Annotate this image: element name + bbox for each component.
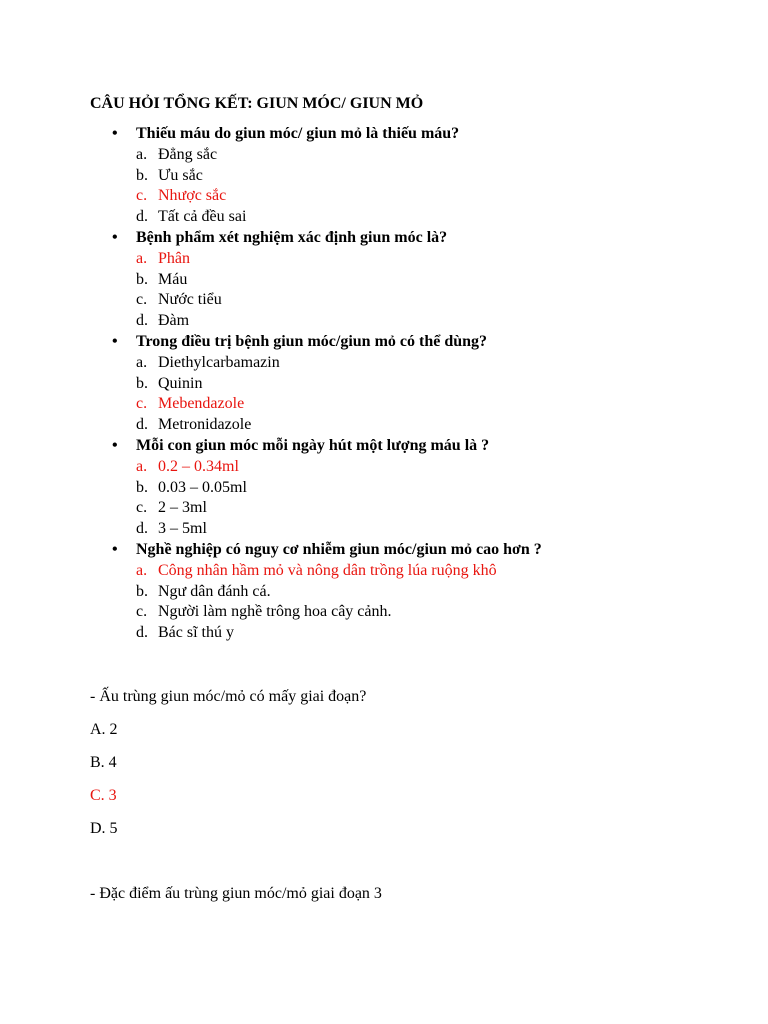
bullet-icon: • <box>112 228 118 246</box>
q4-option-b <box>90 478 542 499</box>
option-letter: a. <box>136 457 148 475</box>
option-letter: b. <box>136 478 148 496</box>
question-text: Thiếu máu do giun móc/ giun mỏ là thiếu máu? <box>136 125 460 142</box>
question-text: Bệnh phẩm xét nghiệm xác định giun móc là? <box>136 228 448 246</box>
bullet-icon: • <box>112 332 118 350</box>
extra-option-a: A. 2 <box>90 721 118 738</box>
question-3 <box>90 332 542 353</box>
option-text: Mebendazole <box>158 395 245 413</box>
option-text: 0.2 – 0.34ml <box>158 457 239 475</box>
q2-option-a <box>90 249 542 270</box>
option-text: Ngư dân đánh cá. <box>158 582 271 600</box>
option-letter: c. <box>136 187 148 205</box>
option-text: Người làm nghề trông hoa cây cảnh. <box>158 603 392 621</box>
option-letter: d. <box>136 624 148 642</box>
option-letter: d. <box>136 520 148 538</box>
q5-option-a <box>90 561 542 582</box>
option-letter: d. <box>136 416 148 434</box>
option-letter: b. <box>136 582 148 600</box>
question-text: Trong điều trị bệnh giun móc/giun mỏ có thể dùng? <box>136 332 488 350</box>
bullet-icon: • <box>112 125 118 142</box>
option-letter: c. <box>136 395 148 413</box>
question-5 <box>90 540 542 561</box>
question-1 <box>90 124 542 145</box>
option-letter: a. <box>136 249 148 267</box>
option-letter: b. <box>136 374 148 392</box>
option-letter: c. <box>136 291 148 309</box>
q1-option-d <box>90 207 542 228</box>
question-text: Mỗi con giun móc mỗi ngày hút một lượng máu là ? <box>136 436 490 454</box>
option-letter: b. <box>136 166 148 184</box>
extra-question-text: - Ấu trùng giun móc/mỏ có mấy giai đoạn? <box>90 688 367 705</box>
q5-option-b <box>90 582 542 603</box>
option-letter: d. <box>136 208 148 226</box>
option-letter: c. <box>136 603 148 621</box>
q2-option-c <box>90 290 542 311</box>
q3-option-c <box>90 394 542 415</box>
question-2 <box>90 228 542 249</box>
option-text: 3 – 5ml <box>158 520 207 538</box>
option-text: Nhược sắc <box>158 187 227 205</box>
q3-option-d <box>90 415 542 436</box>
q4-option-a <box>90 457 542 478</box>
q3-option-a <box>90 353 542 374</box>
option-text: Phân <box>158 249 190 267</box>
q5-option-c <box>90 602 542 623</box>
extra-option-c: C. 3 <box>90 787 117 804</box>
q2-option-d <box>90 311 542 332</box>
option-text: Bác sĩ thú y <box>158 624 234 642</box>
final-line: - Đặc điểm ấu trùng giun móc/mỏ giai đoạn 3 <box>90 885 382 902</box>
document-title: CÂU HỎI TỔNG KẾT: GIUN MÓC/ GIUN MỎ <box>90 95 424 112</box>
bullet-icon: • <box>112 436 118 454</box>
bullet-icon: • <box>112 540 118 558</box>
option-text: 0.03 – 0.05ml <box>158 478 247 496</box>
option-letter: a. <box>136 145 148 163</box>
question-text: Nghề nghiệp có nguy cơ nhiễm giun móc/giun mỏ cao hơn ? <box>136 540 542 558</box>
q1-option-b <box>90 166 542 187</box>
option-text: Diethylcarbamazin <box>158 353 280 371</box>
option-letter: c. <box>136 499 148 517</box>
option-text: Tất cả đều sai <box>158 208 247 226</box>
q3-option-b <box>90 374 542 395</box>
q2-option-b <box>90 270 542 291</box>
question-4 <box>90 436 542 457</box>
option-text: Quinin <box>158 374 203 392</box>
option-text: Nước tiểu <box>158 291 222 309</box>
option-letter: b. <box>136 270 148 288</box>
option-text: Metronidazole <box>158 416 252 434</box>
option-text: Máu <box>158 270 188 288</box>
option-text: Đàm <box>158 312 190 330</box>
q4-option-d <box>90 519 542 540</box>
option-letter: a. <box>136 561 148 579</box>
option-text: 2 – 3ml <box>158 499 207 517</box>
q1-option-a <box>90 145 542 166</box>
q5-option-d <box>90 623 542 644</box>
extra-option-d: D. 5 <box>90 820 118 837</box>
option-letter: a. <box>136 353 148 371</box>
q1-option-c <box>90 186 542 207</box>
option-text: Công nhân hầm mỏ và nông dân trồng lúa ruộng khô <box>158 561 497 579</box>
question-list <box>90 124 542 644</box>
q4-option-c <box>90 498 542 519</box>
option-text: Ưu sắc <box>158 166 203 184</box>
extra-option-b: B. 4 <box>90 754 117 771</box>
option-text: Đẳng sắc <box>158 145 218 163</box>
option-letter: d. <box>136 312 148 330</box>
